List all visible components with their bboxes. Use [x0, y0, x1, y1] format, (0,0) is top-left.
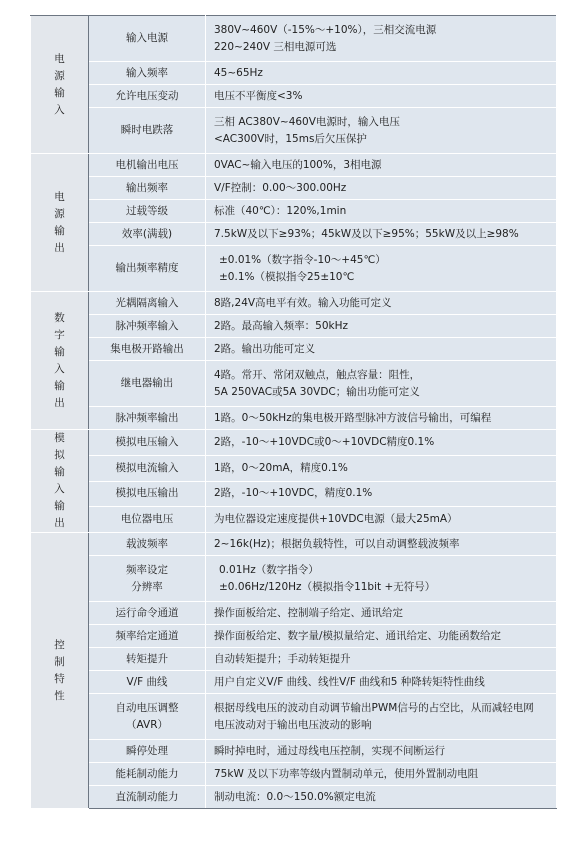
spec-label-text: 脉冲频率输出 — [115, 411, 179, 424]
spec-value — [206, 407, 557, 430]
spec-value-line: 自动转矩提升；手动转矩提升 — [214, 652, 351, 665]
spec-value — [206, 455, 557, 481]
spec-label — [89, 648, 206, 671]
group-name-char: 数 — [54, 311, 65, 324]
spec-value-line: V/F控制：0.00～300.00Hz — [214, 181, 347, 194]
group-name-char: 入 — [54, 103, 65, 116]
group-name-char: 出 — [54, 517, 65, 529]
spec-value-line: 45~65Hz — [214, 66, 263, 79]
group-name-char: 输 — [54, 379, 65, 392]
spec-row — [31, 223, 557, 246]
group-name-char: 输 — [54, 466, 65, 478]
spec-value — [206, 200, 557, 223]
spec-value — [206, 507, 557, 533]
spec-label — [89, 246, 206, 292]
spec-label-text: 模拟电压输出 — [115, 487, 179, 500]
spec-value — [206, 786, 557, 809]
spec-label — [89, 315, 206, 338]
spec-value — [206, 108, 557, 154]
spec-row — [31, 533, 557, 556]
spec-label — [89, 556, 206, 602]
spec-value-line: 操作面板给定、控制端子给定、通讯给定 — [214, 606, 403, 619]
spec-row — [31, 85, 557, 108]
spec-value — [206, 481, 557, 507]
spec-row — [31, 763, 557, 786]
spec-row — [31, 108, 557, 154]
group-name-char: 电 — [54, 52, 65, 65]
spec-value — [206, 625, 557, 648]
spec-value-line: 2~16k(Hz)；根据负载特性，可以自动调整载波频率 — [214, 537, 460, 550]
spec-label-text: 瞬停处理 — [126, 744, 168, 757]
spec-value-line: ±0.01%（数字指令-10～+45℃） — [219, 253, 386, 266]
spec-label — [89, 338, 206, 361]
spec-row — [31, 481, 557, 507]
spec-value-line: 8路,24V高电平有效。输入功能可定义 — [214, 296, 392, 309]
spec-row — [31, 200, 557, 223]
spec-value-line: 为电位器设定速度提供+10VDC电源（最大25mA） — [214, 513, 458, 526]
spec-value-line: 标准（40℃）：120%,1min — [214, 204, 347, 217]
spec-value — [206, 338, 557, 361]
spec-table — [30, 15, 557, 809]
group-label — [31, 16, 89, 154]
spec-row — [31, 407, 557, 430]
spec-row — [31, 154, 557, 177]
spec-label-text: 过载等级 — [126, 204, 168, 217]
spec-label — [89, 455, 206, 481]
spec-row — [31, 556, 557, 602]
spec-label-text: 光耦隔离输入 — [115, 296, 179, 309]
spec-value — [206, 763, 557, 786]
spec-label — [89, 481, 206, 507]
spec-row — [31, 648, 557, 671]
spec-label-text: 电位器电压 — [120, 513, 174, 526]
group-name — [31, 310, 88, 412]
spec-value-line: ±0.1%（模拟指令25±10℃ — [219, 270, 355, 283]
spec-value-line: 0VAC~输入电压的100%，3相电源 — [214, 158, 382, 171]
spec-label-text: 允许电压变动 — [115, 89, 179, 102]
spec-value — [206, 85, 557, 108]
spec-value-line: 0.01Hz（数字指令） — [219, 563, 319, 576]
spec-value — [206, 223, 557, 246]
spec-row — [31, 671, 557, 694]
spec-value-line: 7.5kW及以下≥93%；45kW及以下≥95%；55kW及以上≥98% — [214, 227, 519, 240]
spec-label-text: 载波频率 — [126, 537, 168, 550]
spec-label — [89, 786, 206, 809]
group-label — [31, 292, 89, 430]
spec-label-text: 输出频率 — [126, 181, 168, 194]
spec-row — [31, 361, 557, 407]
spec-value — [206, 694, 557, 740]
spec-label — [89, 16, 206, 62]
group-name-char: 出 — [54, 241, 65, 254]
spec-label — [89, 62, 206, 85]
spec-value — [206, 671, 557, 694]
spec-value-line: 三相 AC380V~460V电源时，输入电压 — [214, 115, 400, 128]
spec-label — [89, 154, 206, 177]
spec-row — [31, 740, 557, 763]
spec-label — [89, 602, 206, 625]
group-name-char: 电 — [54, 190, 65, 203]
spec-label — [89, 671, 206, 694]
spec-value-line: 380V~460V（-15%～+10%），三相交流电源 — [214, 23, 437, 36]
spec-label — [89, 223, 206, 246]
group-name-char: 输 — [54, 86, 65, 99]
spec-label-text: 能耗制动能力 — [115, 767, 179, 780]
spec-row — [31, 177, 557, 200]
spec-row — [31, 430, 557, 456]
spec-label-text: 频率给定通道 — [115, 629, 179, 642]
spec-label — [89, 200, 206, 223]
group-name-char: 输 — [54, 224, 65, 237]
spec-value-line: 电压波动对于输出电压波动的影响 — [214, 718, 372, 731]
spec-label — [89, 507, 206, 533]
spec-row — [31, 246, 557, 292]
spec-row — [31, 338, 557, 361]
group-label — [31, 430, 89, 533]
spec-label — [89, 763, 206, 786]
spec-value-line: 1路，0～20mA，精度0.1% — [214, 461, 348, 474]
spec-value-line: ±0.06Hz/120Hz（模拟指令11bit +无符号） — [219, 580, 436, 593]
group-name-char: 输 — [54, 500, 65, 512]
spec-row — [31, 507, 557, 533]
spec-value-line: 2路。输出功能可定义 — [214, 342, 316, 355]
spec-label — [89, 85, 206, 108]
spec-label — [89, 694, 206, 740]
spec-label-text: 模拟电流输入 — [115, 461, 179, 474]
spec-label — [89, 177, 206, 200]
spec-value-line: 220~240V 三相电源可选 — [214, 40, 337, 53]
spec-value — [206, 430, 557, 456]
spec-label-text: 效率(满载) — [121, 227, 173, 240]
spec-value-line: 用户自定义V/F 曲线、线性V/F 曲线和5 种降转矩特性曲线 — [214, 675, 485, 688]
spec-value-line: <AC300V时，15ms后欠压保护 — [214, 132, 367, 145]
spec-value-line: 5A 250VAC或5A 30VDC；输出功能可定义 — [214, 385, 420, 398]
spec-row — [31, 16, 557, 62]
spec-label — [89, 361, 206, 407]
spec-label-text: 继电器输出 — [120, 377, 174, 389]
group-name — [31, 189, 88, 257]
spec-label-text: 输入频率 — [126, 66, 168, 79]
spec-label-text: 自动电压调整 （AVR） — [115, 701, 179, 731]
group-name-char: 制 — [54, 655, 65, 668]
spec-label-text: 直流制动能力 — [115, 790, 179, 803]
spec-row — [31, 62, 557, 85]
spec-value-line: 4路。常开、常闭双触点，触点容量：阻性， — [214, 368, 421, 381]
spec-value — [206, 361, 557, 407]
spec-label — [89, 430, 206, 456]
group-name-char: 源 — [54, 207, 65, 220]
spec-value — [206, 315, 557, 338]
spec-value — [206, 246, 557, 292]
spec-value-line: 1路。0～50kHz的集电极开路型脉冲方波信号输出，可编程 — [214, 411, 492, 424]
spec-label-text: 运行命令通道 — [115, 606, 179, 619]
spec-label — [89, 533, 206, 556]
spec-value-line: 75kW 及以下功率等级内置制动单元，使用外置制动电阻 — [214, 767, 479, 780]
spec-value — [206, 648, 557, 671]
spec-row — [31, 455, 557, 481]
spec-value — [206, 62, 557, 85]
spec-value-line: 电压不平衡度<3% — [214, 89, 303, 102]
group-name-char: 源 — [54, 69, 65, 82]
spec-table-wrapper — [30, 15, 556, 809]
group-name-char: 出 — [54, 396, 65, 409]
spec-value — [206, 740, 557, 763]
spec-label-text: 输出频率精度 — [115, 262, 179, 274]
spec-label — [89, 407, 206, 430]
group-label — [31, 154, 89, 292]
spec-value — [206, 16, 557, 62]
spec-value-line: 制动电流：0.0～150.0%额定电流 — [214, 790, 376, 803]
spec-label — [89, 108, 206, 154]
spec-value-line: 操作面板给定、数字量/模拟量给定、通讯给定、功能函数给定 — [214, 629, 502, 642]
spec-value — [206, 154, 557, 177]
spec-value — [206, 602, 557, 625]
group-name-char: 特 — [54, 672, 65, 685]
spec-label-text: 脉冲频率输入 — [115, 319, 179, 332]
spec-row — [31, 602, 557, 625]
spec-value-line: 2路。最高输入频率：50kHz — [214, 319, 349, 332]
group-name — [31, 51, 88, 119]
group-name-char: 性 — [54, 689, 65, 702]
group-name — [31, 637, 88, 705]
spec-value-line: 根据母线电压的波动自动调节输出PWM信号的占空比，从而减轻电网 — [214, 701, 534, 714]
spec-table-body — [31, 16, 557, 809]
spec-label-text: 转矩提升 — [126, 652, 168, 665]
spec-value — [206, 292, 557, 315]
spec-label-text: 输入电源 — [126, 32, 168, 44]
group-name-char: 入 — [54, 483, 65, 495]
spec-label — [89, 625, 206, 648]
group-name-char: 模 — [54, 432, 65, 444]
spec-value — [206, 533, 557, 556]
group-label — [31, 533, 89, 809]
group-name-char: 拟 — [54, 449, 65, 461]
spec-value-line: 2路，-10～+10VDC或0～+10VDC精度0.1% — [214, 435, 435, 448]
spec-label-text: 瞬时电跌落 — [120, 124, 174, 136]
group-name-char: 入 — [54, 362, 65, 375]
spec-row — [31, 625, 557, 648]
spec-value-line: 2路，-10～+10VDC，精度0.1% — [214, 487, 373, 500]
spec-row — [31, 292, 557, 315]
group-name-char: 字 — [54, 328, 65, 341]
spec-value-line: 瞬时掉电时，通过母线电压控制，实现不间断运行 — [214, 744, 445, 757]
group-name — [31, 430, 88, 532]
spec-label-text: 集电极开路输出 — [110, 342, 184, 355]
spec-label — [89, 740, 206, 763]
spec-label-text: 频率设定 分辨率 — [126, 563, 168, 593]
group-name-char: 输 — [54, 345, 65, 358]
spec-label-text: V/F 曲线 — [126, 675, 168, 688]
spec-label-text: 模拟电压输入 — [115, 435, 179, 448]
group-name-char: 控 — [54, 638, 65, 651]
spec-row — [31, 694, 557, 740]
spec-row — [31, 315, 557, 338]
spec-label-text: 电机输出电压 — [115, 158, 179, 171]
spec-value — [206, 177, 557, 200]
spec-value — [206, 556, 557, 602]
spec-label — [89, 292, 206, 315]
spec-row — [31, 786, 557, 809]
